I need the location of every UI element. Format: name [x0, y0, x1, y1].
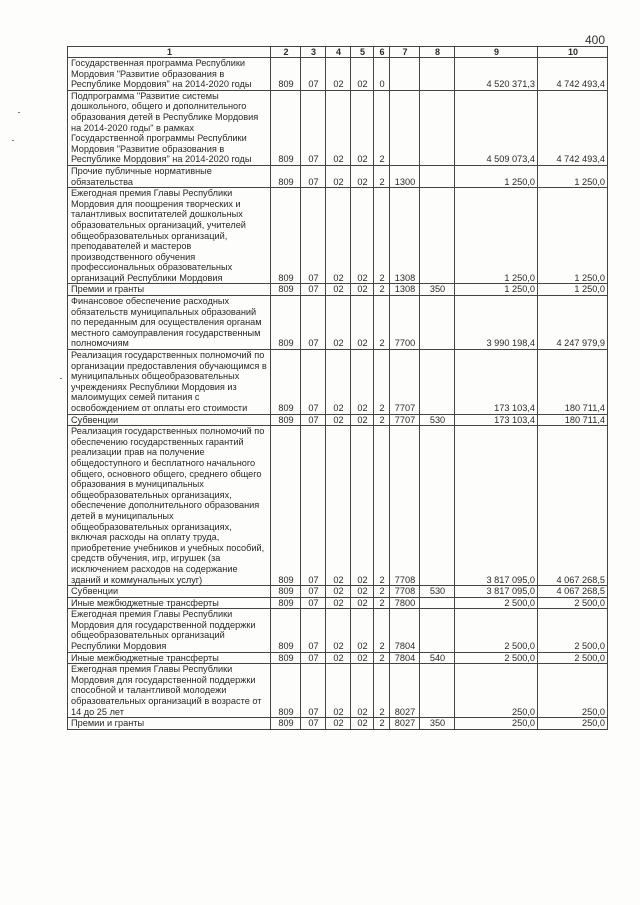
- admin-code-cell: 809: [271, 664, 301, 718]
- section-cell: 07: [301, 90, 326, 165]
- expense-type-cell: [420, 350, 455, 415]
- amount-year1-cell: 1 250,0: [455, 188, 538, 284]
- table-row: [68, 350, 608, 415]
- row-name-cell: Реализация государственных полномочий по организации предоставления обучающимся в муниципальных общеобразовательных учреждениях Республики Мордовия из малоимущих семей питания с освобождением от оплаты его стоимости: [68, 350, 271, 415]
- program-cell: 02: [351, 188, 374, 284]
- program-cell: 02: [351, 414, 374, 426]
- program-cell: 02: [351, 586, 374, 598]
- table-row: [68, 718, 608, 730]
- amount-year2-cell: 1 250,0: [538, 188, 608, 284]
- program-cell: 02: [351, 284, 374, 296]
- program-cell: 02: [351, 165, 374, 187]
- expense-type-cell: 530: [420, 414, 455, 426]
- program-cell: 02: [351, 718, 374, 730]
- column-header: 8: [420, 47, 455, 58]
- subprogram-cell: 2: [374, 296, 390, 350]
- admin-code-cell: 809: [271, 426, 301, 586]
- amount-year1-cell: 250,0: [455, 718, 538, 730]
- target-item-cell: [390, 90, 420, 165]
- subprogram-cell: 2: [374, 284, 390, 296]
- admin-code-cell: 809: [271, 652, 301, 664]
- program-cell: 02: [351, 58, 374, 91]
- subsection-cell: 02: [326, 90, 351, 165]
- target-item-cell: 7700: [390, 296, 420, 350]
- subprogram-cell: 2: [374, 165, 390, 187]
- section-cell: 07: [301, 350, 326, 415]
- amount-year2-cell: 180 711,4: [538, 414, 608, 426]
- expense-type-cell: [420, 597, 455, 609]
- section-cell: 07: [301, 426, 326, 586]
- target-item-cell: 8027: [390, 718, 420, 730]
- subprogram-cell: 2: [374, 664, 390, 718]
- amount-year2-cell: 1 250,0: [538, 284, 608, 296]
- section-cell: 07: [301, 586, 326, 598]
- admin-code-cell: 809: [271, 58, 301, 91]
- admin-code-cell: 809: [271, 296, 301, 350]
- table-row: [68, 652, 608, 664]
- amount-year1-cell: 1 250,0: [455, 284, 538, 296]
- subsection-cell: 02: [326, 284, 351, 296]
- amount-year1-cell: 1 250,0: [455, 165, 538, 187]
- amount-year1-cell: 173 103,4: [455, 350, 538, 415]
- expense-type-cell: [420, 90, 455, 165]
- amount-year1-cell: 2 500,0: [455, 597, 538, 609]
- row-name-cell: Подпрограмма "Развитие системы дошкольного, общего и дополнительного образования детей в Республике Мордовия на 2014-2020 годы" в рамках Государственной программы Республики Мордовия "Развитие образования в Республике Мордовия" на 2014-2020 годы: [68, 90, 271, 165]
- row-name-cell: Иные межбюджетные трансферты: [68, 652, 271, 664]
- target-item-cell: 1308: [390, 188, 420, 284]
- row-name-cell: Субвенции: [68, 586, 271, 598]
- amount-year1-cell: 4 520 371,3: [455, 58, 538, 91]
- program-cell: 02: [351, 90, 374, 165]
- admin-code-cell: 809: [271, 597, 301, 609]
- subprogram-cell: 2: [374, 90, 390, 165]
- target-item-cell: 7707: [390, 414, 420, 426]
- column-header: 2: [271, 47, 301, 58]
- target-item-cell: 7804: [390, 652, 420, 664]
- admin-code-cell: 809: [271, 609, 301, 652]
- amount-year2-cell: 4 247 979,9: [538, 296, 608, 350]
- section-cell: 07: [301, 165, 326, 187]
- row-name-cell: Финансовое обеспечение расходных обязательств муниципальных образований по переданным для осуществления органам местного самоуправления государственным полномочиям: [68, 296, 271, 350]
- expense-type-cell: [420, 58, 455, 91]
- row-name-cell: Прочие публичные нормативные обязательства: [68, 165, 271, 187]
- table-row: [68, 414, 608, 426]
- amount-year1-cell: 3 990 198,4: [455, 296, 538, 350]
- admin-code-cell: 809: [271, 90, 301, 165]
- scan-speck: [60, 378, 62, 379]
- program-cell: 02: [351, 426, 374, 586]
- program-cell: 02: [351, 609, 374, 652]
- expense-type-cell: [420, 664, 455, 718]
- target-item-cell: 1308: [390, 284, 420, 296]
- target-item-cell: 7800: [390, 597, 420, 609]
- section-cell: 07: [301, 188, 326, 284]
- subprogram-cell: 0: [374, 58, 390, 91]
- table-row: [68, 586, 608, 598]
- amount-year2-cell: 4 067 268,5: [538, 426, 608, 586]
- subsection-cell: 02: [326, 188, 351, 284]
- expense-type-cell: [420, 188, 455, 284]
- amount-year2-cell: 250,0: [538, 664, 608, 718]
- expense-type-cell: [420, 426, 455, 586]
- scan-speck: [18, 112, 20, 113]
- amount-year2-cell: 2 500,0: [538, 652, 608, 664]
- section-cell: 07: [301, 58, 326, 91]
- section-cell: 07: [301, 296, 326, 350]
- amount-year2-cell: 2 500,0: [538, 597, 608, 609]
- admin-code-cell: 809: [271, 414, 301, 426]
- column-header: 3: [301, 47, 326, 58]
- amount-year1-cell: 4 509 073,4: [455, 90, 538, 165]
- subprogram-cell: 2: [374, 350, 390, 415]
- section-cell: 07: [301, 718, 326, 730]
- page-number: 400: [585, 33, 606, 47]
- row-name-cell: Реализация государственных полномочий по обеспечению государственных гарантий реализации прав на получение общедоступного и бесплатного начального общего, основного общего, среднего общего образования в муниципальных общеобразовательных организациях, обеспечение дополнительного образования детей в муниципальных общеобразовательных организациях, включая расходы на оплату труда, приобретение учебников и учебных пособий, средств обучения, игр, игрушек (за исключением расходов на содержание зданий и коммунальных услуг): [68, 426, 271, 586]
- table-row: [68, 426, 608, 586]
- subsection-cell: 02: [326, 296, 351, 350]
- target-item-cell: 7708: [390, 426, 420, 586]
- table-row: [68, 609, 608, 652]
- target-item-cell: 8027: [390, 664, 420, 718]
- admin-code-cell: 809: [271, 188, 301, 284]
- expense-type-cell: 350: [420, 284, 455, 296]
- subsection-cell: 02: [326, 426, 351, 586]
- section-cell: 07: [301, 414, 326, 426]
- subprogram-cell: 2: [374, 586, 390, 598]
- row-name-cell: Ежегодная премия Главы Республики Мордовия для государственной поддержки способной и талантливой молодежи образовательных организаций в возрасте от 14 до 25 лет: [68, 664, 271, 718]
- subsection-cell: 02: [326, 652, 351, 664]
- expense-type-cell: [420, 296, 455, 350]
- amount-year2-cell: 180 711,4: [538, 350, 608, 415]
- amount-year2-cell: 2 500,0: [538, 609, 608, 652]
- program-cell: 02: [351, 652, 374, 664]
- section-cell: 07: [301, 652, 326, 664]
- table-row: [68, 188, 608, 284]
- expense-type-cell: [420, 165, 455, 187]
- program-cell: 02: [351, 296, 374, 350]
- admin-code-cell: 809: [271, 165, 301, 187]
- column-header: 7: [390, 47, 420, 58]
- amount-year2-cell: 4 742 493,4: [538, 58, 608, 91]
- column-header: 4: [326, 47, 351, 58]
- subprogram-cell: 2: [374, 609, 390, 652]
- row-name-cell: Ежегодная премия Главы Республики Мордовия для государственной поддержки общеобразовательных организаций Республики Мордовия: [68, 609, 271, 652]
- column-header: 6: [374, 47, 390, 58]
- subprogram-cell: 2: [374, 188, 390, 284]
- row-name-cell: Ежегодная премия Главы Республики Мордовия для поощрения творческих и талантливых воспитателей дошкольных образовательных организаций, учителей общеобразовательных организаций, преподавателей и мастеров производственного обучения профессиональных образовательных организаций Республики Мордовия: [68, 188, 271, 284]
- amount-year2-cell: 250,0: [538, 718, 608, 730]
- subsection-cell: 02: [326, 586, 351, 598]
- amount-year1-cell: 3 817 095,0: [455, 426, 538, 586]
- table-row: [68, 284, 608, 296]
- amount-year2-cell: 1 250,0: [538, 165, 608, 187]
- budget-table: [67, 46, 608, 730]
- target-item-cell: 7708: [390, 586, 420, 598]
- table-row: [68, 296, 608, 350]
- program-cell: 02: [351, 350, 374, 415]
- subsection-cell: 02: [326, 664, 351, 718]
- admin-code-cell: 809: [271, 718, 301, 730]
- expense-type-cell: [420, 609, 455, 652]
- target-item-cell: 7707: [390, 350, 420, 415]
- subsection-cell: 02: [326, 58, 351, 91]
- subprogram-cell: 2: [374, 426, 390, 586]
- section-cell: 07: [301, 664, 326, 718]
- column-header: 5: [351, 47, 374, 58]
- amount-year1-cell: 250,0: [455, 664, 538, 718]
- amount-year2-cell: 4 742 493,4: [538, 90, 608, 165]
- header-row: [68, 47, 608, 58]
- amount-year1-cell: 2 500,0: [455, 652, 538, 664]
- column-header: 9: [455, 47, 538, 58]
- expense-type-cell: 530: [420, 586, 455, 598]
- expense-type-cell: 350: [420, 718, 455, 730]
- subsection-cell: 02: [326, 414, 351, 426]
- row-name-cell: Премии и гранты: [68, 718, 271, 730]
- subsection-cell: 02: [326, 165, 351, 187]
- program-cell: 02: [351, 664, 374, 718]
- subsection-cell: 02: [326, 718, 351, 730]
- table-row: [68, 165, 608, 187]
- amount-year1-cell: 173 103,4: [455, 414, 538, 426]
- row-name-cell: Субвенции: [68, 414, 271, 426]
- subprogram-cell: 2: [374, 414, 390, 426]
- target-item-cell: [390, 58, 420, 91]
- section-cell: 07: [301, 284, 326, 296]
- subprogram-cell: 2: [374, 718, 390, 730]
- table-row: [68, 58, 608, 91]
- admin-code-cell: 809: [271, 284, 301, 296]
- row-name-cell: Премии и гранты: [68, 284, 271, 296]
- table-body: [68, 58, 608, 730]
- amount-year1-cell: 2 500,0: [455, 609, 538, 652]
- admin-code-cell: 809: [271, 586, 301, 598]
- program-cell: 02: [351, 597, 374, 609]
- column-header: 1: [68, 47, 271, 58]
- row-name-cell: Иные межбюджетные трансферты: [68, 597, 271, 609]
- row-name-cell: Государственная программа Республики Мордовия "Развитие образования в Республике Мордовия" на 2014-2020 годы: [68, 58, 271, 91]
- section-cell: 07: [301, 609, 326, 652]
- admin-code-cell: 809: [271, 350, 301, 415]
- table-row: [68, 664, 608, 718]
- table-row: [68, 597, 608, 609]
- subprogram-cell: 2: [374, 597, 390, 609]
- target-item-cell: 7804: [390, 609, 420, 652]
- subsection-cell: 02: [326, 609, 351, 652]
- amount-year2-cell: 4 067 268,5: [538, 586, 608, 598]
- expense-type-cell: 540: [420, 652, 455, 664]
- subsection-cell: 02: [326, 597, 351, 609]
- target-item-cell: 1300: [390, 165, 420, 187]
- column-header: 10: [538, 47, 608, 58]
- scan-speck: [12, 140, 14, 141]
- table-row: [68, 90, 608, 165]
- section-cell: 07: [301, 597, 326, 609]
- subsection-cell: 02: [326, 350, 351, 415]
- subprogram-cell: 2: [374, 652, 390, 664]
- amount-year1-cell: 3 817 095,0: [455, 586, 538, 598]
